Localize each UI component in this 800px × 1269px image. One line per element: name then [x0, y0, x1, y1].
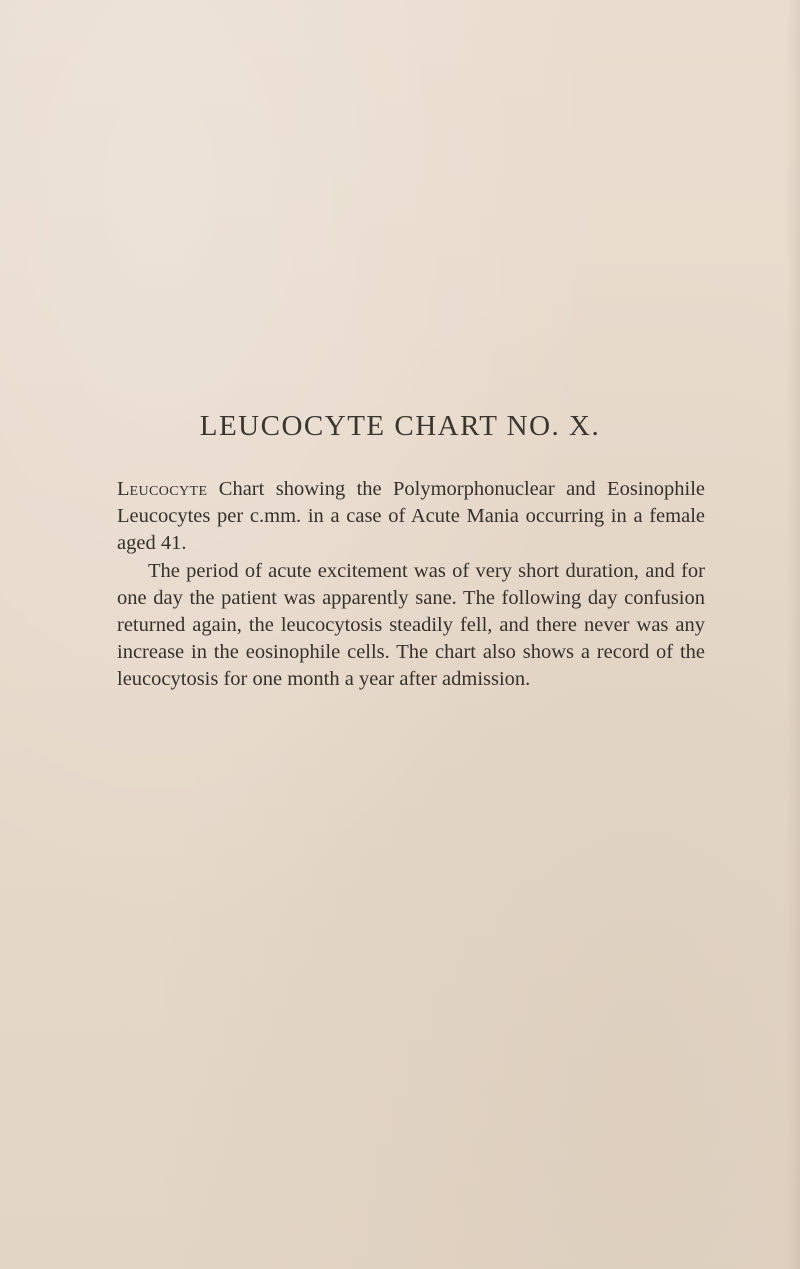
paragraph-intro [117, 476, 705, 558]
page-edge-shadow [786, 0, 800, 1269]
lead-word-initial: L [117, 478, 130, 500]
paragraph-intro-text: Chart showing the Polymorphonuclear and Eosinophile Leucocytes per c.mm. in a case of Acute Mania occurring in a female aged 41. [117, 478, 705, 555]
document-body [117, 476, 705, 694]
page-title: LEUCOCYTE CHART NO. X. [199, 410, 601, 442]
lead-word-small-caps: eucocyte [129, 478, 208, 500]
paragraph-description: The period of acute excitement was of very short duration, and for one day the patient was apparently sane. The following day confusion returned again, the leucocytosis steadily fell, and there never was any increase in the eosinophile cells. The chart also shows a record of the leucocytosis for one month a year after admission. [117, 559, 705, 691]
